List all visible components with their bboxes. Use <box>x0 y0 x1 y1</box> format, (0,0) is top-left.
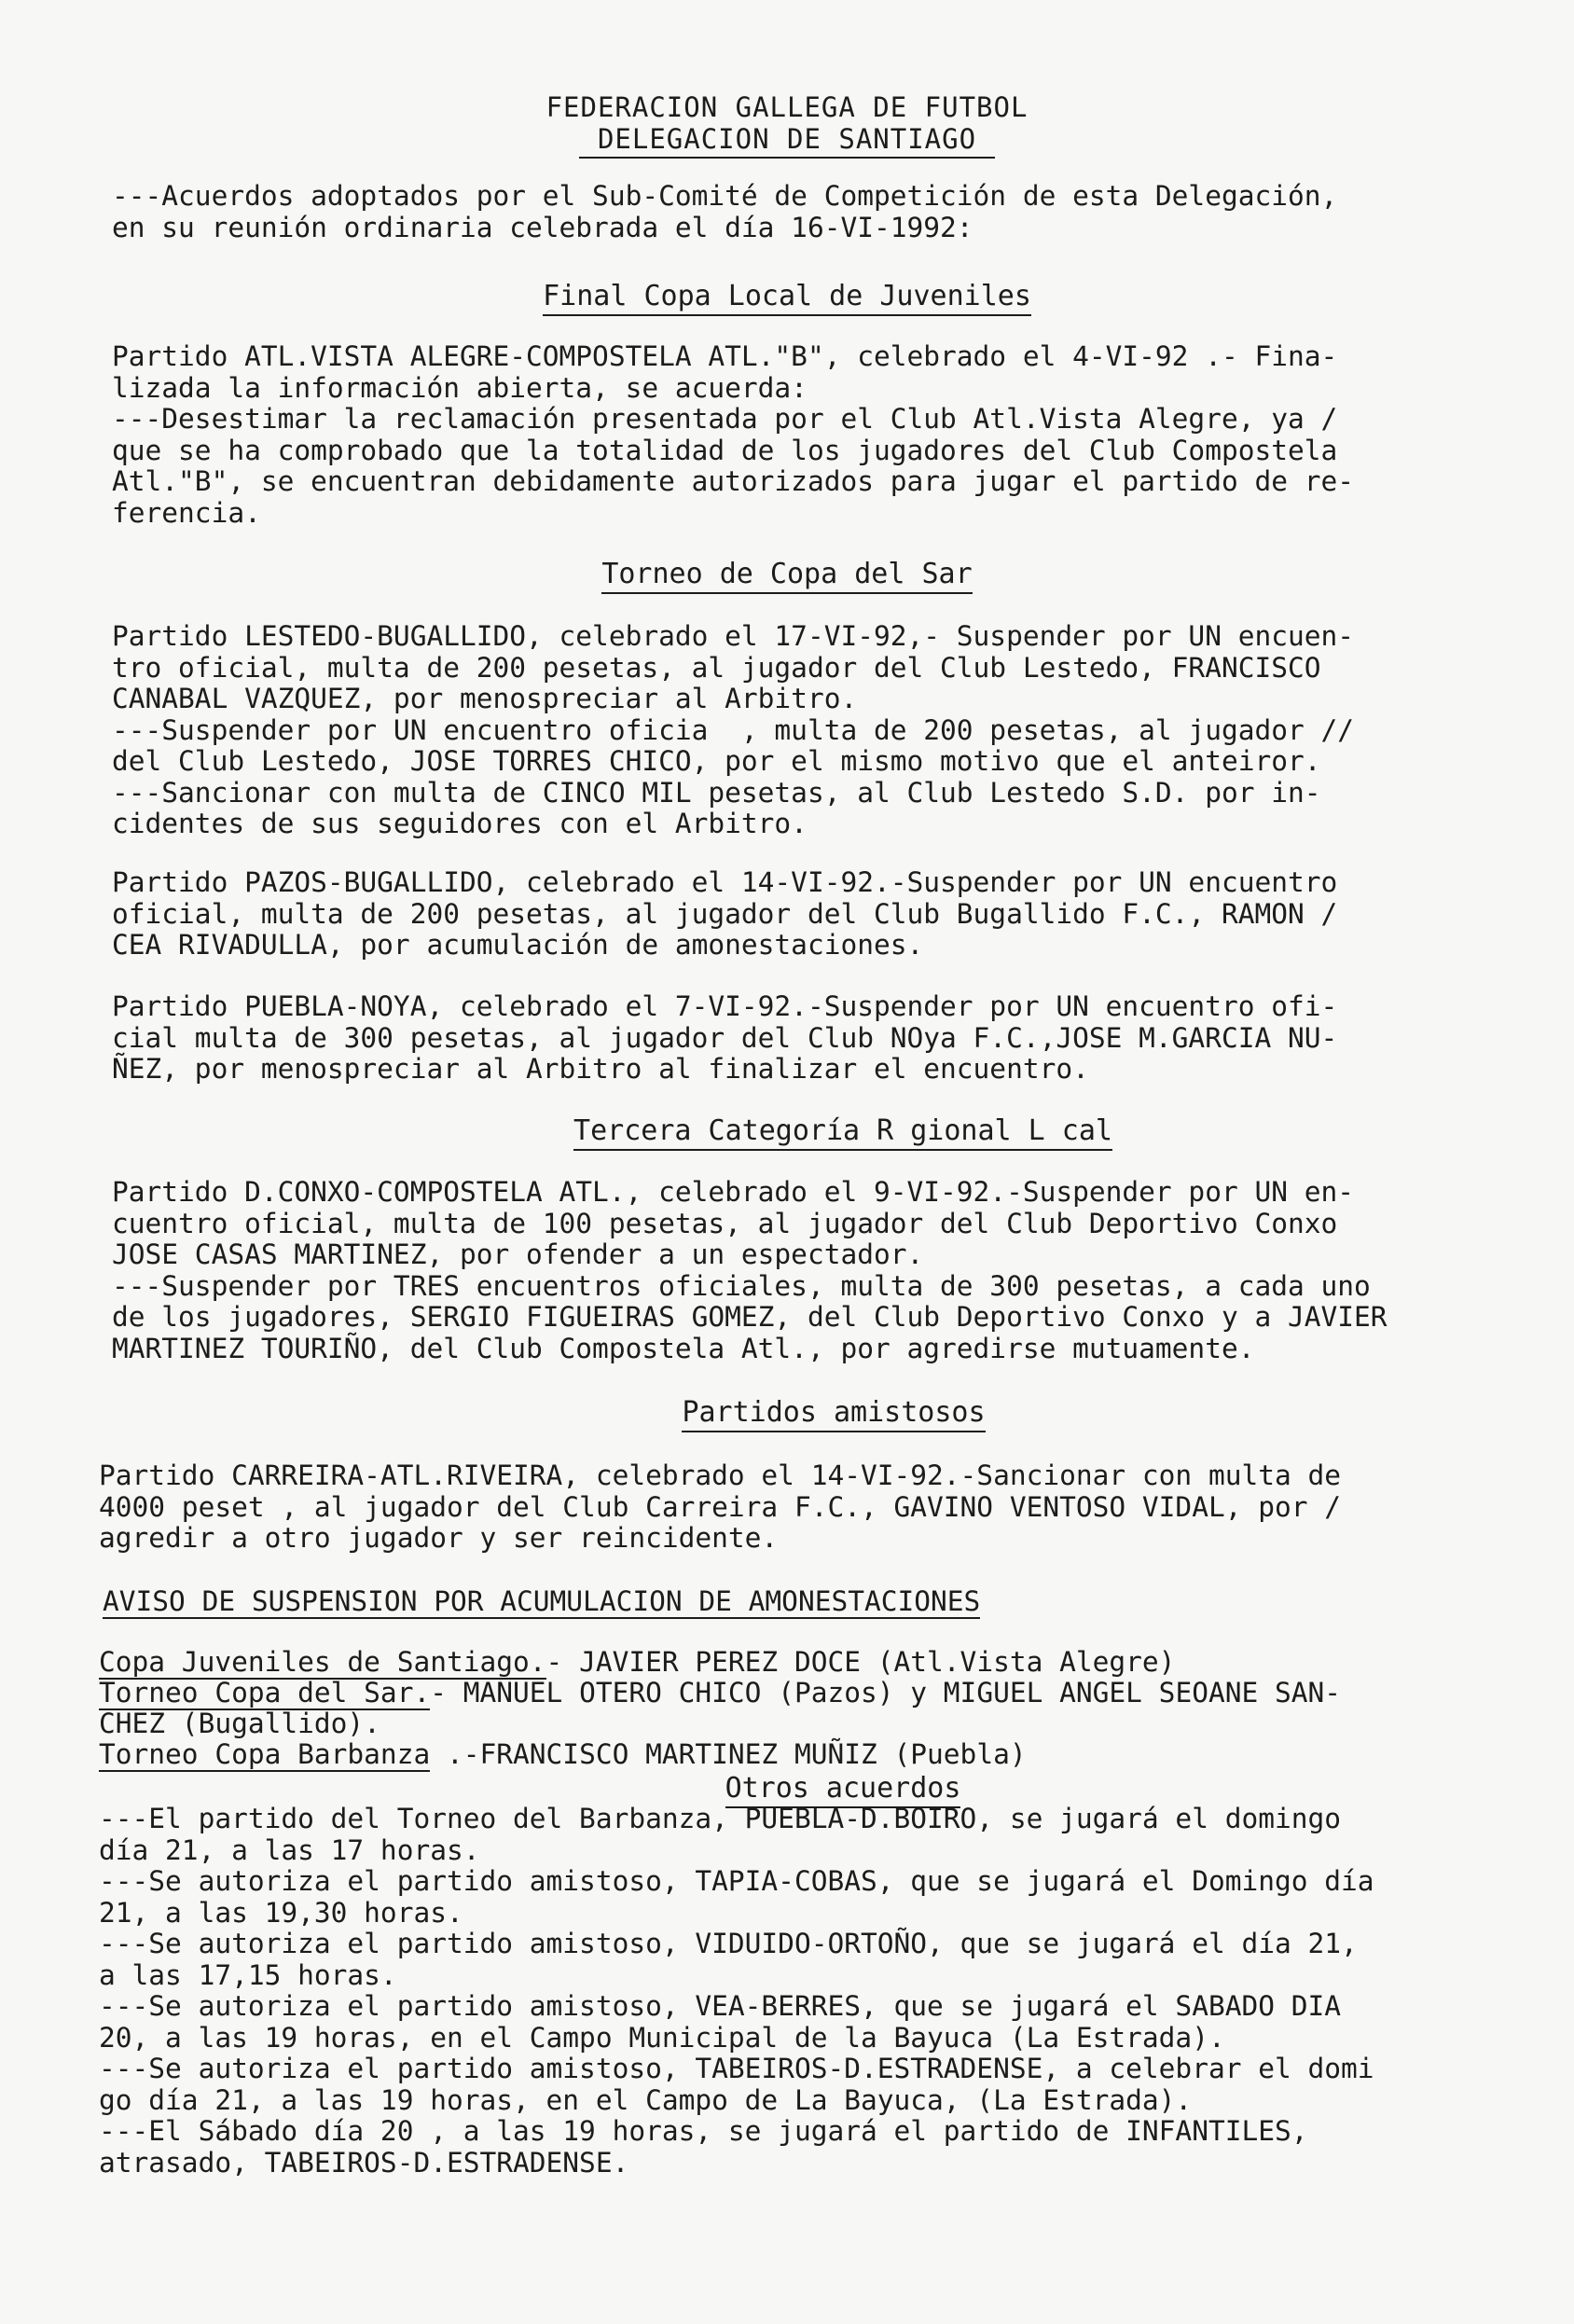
paragraph-lestedo: Partido LESTEDO-BUGALLIDO, celebrado el 17-VI-92,- Suspender por UN encuen- tro oficial, multa de 200 pesetas, al jugador del Club Lestedo, FRANCISCO CANABAL VAZQUEZ, por menospreciar al Arbitro. ---Suspender por UN encuentro oficia , multa de 200 pesetas, al jugador // del Club Lestedo, JOSE TORRES CHICO, por el mismo motivo que el anteiror. ---Sancionar con multa de CINCO MIL pesetas, al Club Lestedo S.D. por in- cidentes de sus seguidores con el Arbitro. <box>112 620 1355 839</box>
aviso-line-barbanza <box>99 1739 1544 1771</box>
paragraph-conxo: Partido D.CONXO-COMPOSTELA ATL., celebrado el 9-VI-92.-Suspender por UN en- cuentro oficial, multa de 100 pesetas, al jugador del Club Deportivo Conxo JOSE CASAS MARTINEZ, por ofender a un espectador. ---Suspender por TRES encuentros oficiales, multa de 300 pesetas, a cada uno de los jugadores, SERGIO FIGUEIRAS GOMEZ, del Club Deportivo Conxo y a JAVIER MARTINEZ TOURIÑO, del Club Compostela Atl., por agredirse mutuamente. <box>112 1176 1388 1364</box>
section-title-amistosos <box>47 1396 1574 1429</box>
paragraph-otros-acuerdos: ---El partido del Torneo del Barbanza, PUEBLA-D.BOIRO, se jugará el domingo día 21, a las 17 horas. ---Se autoriza el partido amistoso, TAPIA-COBAS, que se jugará el Domingo día 21, a las 19,30 horas. ---Se autoriza el partido amistoso, VIDUIDO-ORTOÑO, que se jugará el día 21, a las 17,15 horas. ---Se autoriza el partido amistoso, VEA-BERRES, que se jugará el SABADO DIA 20, a las 19 horas, en el Campo Municipal de la Bayuca (La Estrada). ---Se autoriza el partido amistoso, TABEIROS-D.ESTRADENSE, a celebrar el domi go día 21, a las 19 horas, en el Campo de La Bayuca, (La Estrada). ---El Sábado día 20 , a las 19 horas, se jugará el partido de INFANTILES, atrasado, TABEIROS-D.ESTRADENSE. <box>99 1803 1374 2179</box>
section-title-aviso <box>103 1585 980 1617</box>
section-title-text: Torneo de Copa del Sar <box>601 558 972 594</box>
section-title-text: AVISO DE SUSPENSION POR ACUMULACION DE AMONESTACIONES <box>103 1585 981 1617</box>
competition-name: Torneo Copa Barbanza <box>99 1738 431 1770</box>
header-delegation <box>0 123 1574 155</box>
section-title-copa-sar <box>0 558 1574 590</box>
paragraph-carreira: Partido CARREIRA-ATL.RIVEIRA, celebrado el 14-VI-92.-Sancionar con multa de 4000 peset , al jugador del Club Carreira F.C., GAVINO VENTOSO VIDAL, por / agredir a otro jugador y ser reincidente. <box>99 1459 1342 1554</box>
section-title-text: Partidos amistosos <box>682 1396 985 1432</box>
intro-paragraph: ---Acuerdos adoptados por el Sub-Comité de Competición de esta Delegación, en su reunión ordinaria celebrada el día 16-VI-1992: <box>112 180 1338 243</box>
header-federation: FEDERACION GALLEGA DE FUTBOL <box>545 91 1029 123</box>
section-title-tercera <box>56 1114 1574 1147</box>
competition-name: Torneo Copa del Sar. <box>99 1677 431 1708</box>
paragraph-vista-alegre: Partido ATL.VISTA ALEGRE-COMPOSTELA ATL."B", celebrado el 4-VI-92 .- Fina- lizada la información abierta, se acuerda: ---Desestimar la reclamación presentada por el Club Atl.Vista Alegre, ya / que se ha comprobado que la totalidad de los jugadores del Club Compostela Atl."B", se encuentran debidamente autorizados para jugar el partido de re- ferencia. <box>112 340 1355 529</box>
aviso-line-sar <box>99 1678 1544 1709</box>
aviso-line-sar-cont: CHEZ (Bugallido). <box>99 1708 380 1739</box>
paragraph-pazos: Partido PAZOS-BUGALLIDO, celebrado el 14-VI-92.-Suspender por UN encuentro oficial, multa de 200 pesetas, al jugador del Club Bugallido F.C., RAMON / CEA RIVADULLA, por acumulación de amonestaciones. <box>112 866 1338 961</box>
header-delegation-text: DELEGACION DE SANTIAGO <box>579 123 995 159</box>
section-title-text: Otros acuerdos <box>725 1772 961 1808</box>
section-title-text: Final Copa Local de Juveniles <box>543 280 1031 316</box>
section-title-final-copa <box>0 280 1574 312</box>
aviso-line-juveniles <box>99 1647 1544 1679</box>
player-entry: .-FRANCISCO MARTINEZ MUÑIZ (Puebla) <box>430 1738 1027 1770</box>
competition-name: Copa Juveniles de Santiago. <box>99 1646 546 1678</box>
section-title-text: Tercera Categoría R gional L cal <box>573 1114 1112 1151</box>
section-title-otros <box>56 1772 1574 1805</box>
paragraph-puebla-noya: Partido PUEBLA-NOYA, celebrado el 7-VI-92.-Suspender por UN encuentro ofi- cial multa de 300 pesetas, al jugador del Club NOya F.C.,JOSE M.GARCIA NU- ÑEZ, por menospreciar al Arbitro al finalizar el encuentro. <box>112 990 1338 1085</box>
player-entry: - MANUEL OTERO CHICO (Pazos) y MIGUEL ANGEL SEOANE SAN- <box>430 1677 1342 1708</box>
player-entry: - JAVIER PEREZ DOCE (Atl.Vista Alegre) <box>545 1646 1176 1678</box>
